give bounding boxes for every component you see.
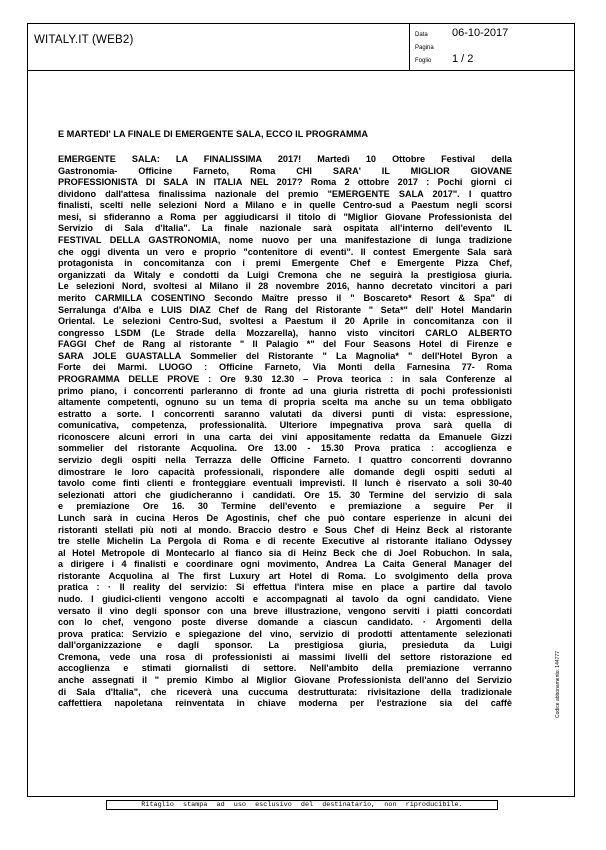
article-line: dall'organizzazione e dagli sponsor. La prestigiosa giuria, presieduta da Luigi [58,640,512,651]
subscription-code: Codice abbonamento: 144777 [555,651,561,718]
article-line: ristorante Acquolina al The first Luxury art Hotel di Roma. Lo svolgimento della prova [58,570,512,581]
article-line: accoglienza e stimati giornalisti di settore. Nell'ambito della premiazione verranno [58,663,512,674]
date-value: 06-10-2017 [452,27,509,39]
article-line: tavolo come finti clienti e fronteggiare eventuali imprevisti. Il lunch è riservato a soli 30-40 [58,478,512,489]
article-line: FESTIVAL DELLA GASTRONOMIA, nome nuovo per una manifestazione di lunga tradizione [58,235,512,246]
page-label: Pagina [415,45,434,51]
article-line: Gastronomia- Officine Farneto, Roma CHI SARA' IL MIGLIOR GIOVANE [58,165,512,176]
meta-panel [409,24,576,70]
article-line: anche assegnati il " premio Kimbo al Miglior Giovane Professionista dell'anno del Servizio [58,675,512,686]
article-line: con lo chef, vengono poste diverse domande a ciascun candidato. · Argomenti della [58,617,512,628]
article-line: congresso LSDM (Le Strade della Mozzarella), hanno visto vincitori CARLO ALBERTO [58,327,512,338]
article-line: Le selezioni Nord, svoltesi al Milano il 28 novembre 2016, hanno decretato vincitori a pari [58,281,512,292]
article-line: servizio degli ospiti nella Terrazza delle Officine Farneto. I quattro concorrenti dovranno [58,455,512,466]
article-line: merito CARMILLA COSENTINO Secondo Maître presso il " Boscareto* Resort & Spa" di [58,292,512,303]
article-line: PROGRAMMA DELLE PROVE : Ore 9.30 12.30 – Prova teorica : in sala Conferenze al [58,373,512,384]
article-line: sommelier del ristorante Acquolina. Ore 13.00 - 15.30 Prova pratica : accoglienza e [58,443,512,454]
article-line: SARA JOLE GUASTALLA Sommelier del Ristorante " La Magnolia* " dell'Hotel Byron a [58,350,512,361]
article-line: EMERGENTE SALA: LA FINALISSIMA 2017! Martedì 10 Ottobre Festival della [58,154,512,164]
article-line: PROFESSIONISTA DI SALA IN ITALIA NEL 2017? Roma 2 ottobre 2017 : Pochi giorni ci [58,177,512,188]
article-line: riconoscere alcuni errori in una carta dei vini appositamente redatta da Emanuele Gizzi [58,431,512,442]
article-body [58,154,512,710]
article-line: pratica : · Il reality del servizio: Si effettua l'intera mise en place a partire dal tavolo [58,582,512,593]
footer-notice: Ritaglio stampa ad uso esclusivo del destinatario, non riproducibile. [106,800,498,810]
article-line: finalisti, scelti nelle selezioni Nord a Milano e in quelle Centro-sud a Paestum negli scorsi [58,200,512,211]
article-line: caffettiera napoletana reinventata in chiave moderna per l'estrazione sia del caffè [58,698,512,709]
header-box [27,23,575,71]
article-line: ristoranti stellati più noti al mondo. Braccio destro e Sous Chef di Heinz Beck al ristorante [58,524,512,535]
article-line: Servizio di Sala d'Italia". La finale nazionale sarà ospitata all'interno dell'evento IL [58,223,512,234]
article-line: dividono dall'attesa finalissima nazionale del premio "EMERGENTE SALA 2017". I quattro [58,188,512,199]
article-line: organizzati da Witaly e condotti da Luigi Cremona che ne seguirà la prestigiosa giuria. [58,269,512,280]
article-line: estratto a sorte. I concorrenti saranno valutati da diversi punti di vista: espressione, [58,408,512,419]
sheet-label: Foglio [415,58,432,64]
article-line: versato il vino degli sponsor con una breve illustrazione, vengono serviti i piatti concordati [58,605,512,616]
article-line: e premiazione Ore 16. 30 Termine dell'evento e premiazione a seguire Per il [58,501,512,512]
article-line: nudo. I giudici-clienti vengono accolti e accompagnati al tavolo da ogni candidato. Viene [58,593,512,604]
article-line: che oggi diventa un vero e proprio "contenitore di eventi". Il contest Emergente Sala sarà [58,246,512,257]
article-line: Lunch sarà in cucina Heros De Agostinis, chef che può contare esperienze in alcuni dei [58,512,512,523]
article-line: altamente competenti, ognuno su un tema di propria scelta ma anche su un tema obbligato [58,397,512,408]
article-line: selezionati attori che giudicheranno i candidati. Ore 15. 30 Termine del servizio di sala [58,489,512,500]
sheet-value: 1 / 2 [452,53,474,65]
article-line: prova pratica: Servizio e spiegazione del vino, servizio di prodotti attentamente selezionati [58,628,512,639]
article-line: a dirigere i 4 finalisti e coordinare ogni movimento, Andrea La Caita General Manager del [58,559,512,570]
article-line: primo piano, i concorrenti parleranno di fronte ad una giuria ristretta di pochi professionisti [58,385,512,396]
article-line: tre stelle Michelin La Pergola di Roma e di recente Executive al ristorante italiano Odyssey [58,536,512,547]
article-line: Forte dei Marmi. LUOGO : Officine Farneto, Via Monti della Farnesina 77- Roma [58,362,512,373]
article-line: dimostrare le loro capacità professionali, rispondere alle domande degli ospiti seduti al [58,466,512,477]
source-title: WITALY.IT (WEB2) [34,34,134,46]
article-line: Oriental. Le selezioni Centro-Sud, svoltesi a Paestum il 20 Aprile in concomitanza con il [58,316,512,327]
article-line: Cremona, vede una rosa di professionisti ai massimi livelli del settore ristorazione ed [58,651,512,662]
article-line: mesi, si sfideranno a Roma per aggiudicarsi il titolo di "Miglior Giovane Professionista del [58,211,512,222]
article-line: protagonista in concomitanza con i premi Emergente Chef e Emergente Pizza Chef, [58,258,512,269]
article-line: al Hotel Metropole di Montecarlo al fianco sia di Heinz Beck che di Joel Robuchon. In sala, [58,547,512,558]
article-line: comunicativa, competenza, professionalità. Ulteriore impegnativa prova sarà quella di [58,420,512,431]
article-line: Serralunga d'Alba e LUIS DIAZ Chef de Rang del Ristorante " Seta*" dell' Hotel Mandarin [58,304,512,315]
article-line: di Sala d'Italia", che riceverà una cuccuma destrutturata: rivisitazione della tradizionale [58,686,512,697]
article-line: FAGGI Chef de Rang al ristorante " Il Palagio *" del Four Seasons Hotel di Firenze e [58,339,512,350]
article-headline: E MARTEDI' LA FINALE DI EMERGENTE SALA, ECCO IL PROGRAMMA [58,129,368,139]
date-label: Data [415,32,428,38]
